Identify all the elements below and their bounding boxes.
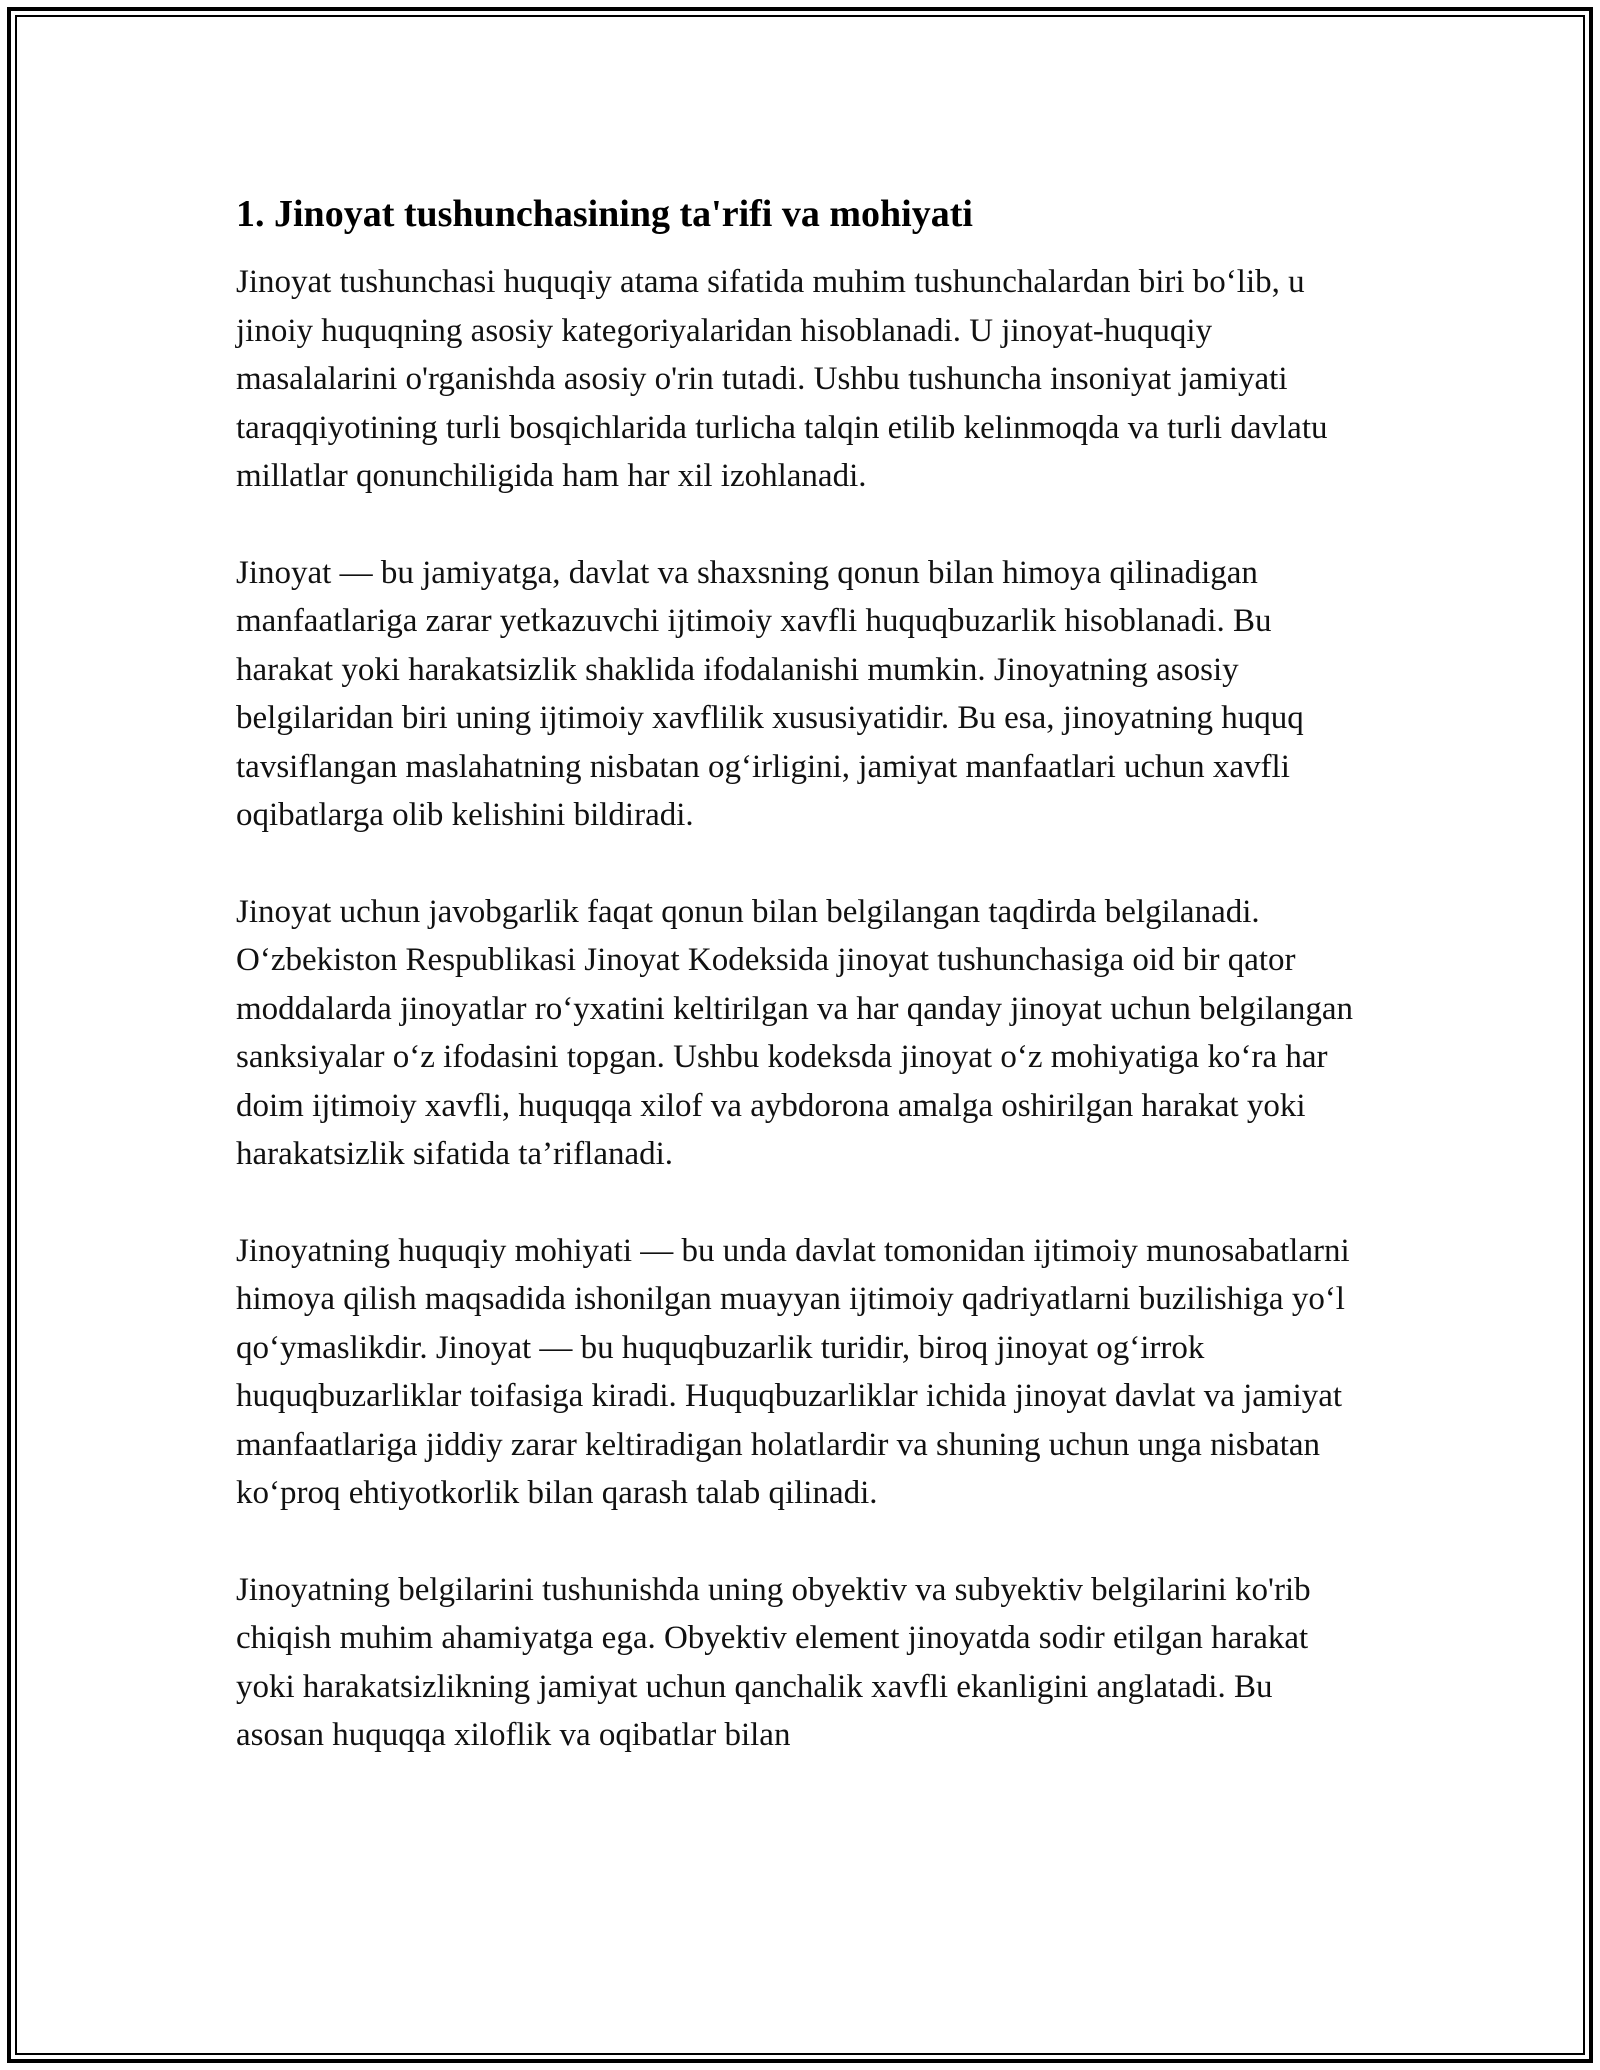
paragraph-5: Jinoyatning belgilarini tushunishda uning obyektiv va subyektiv belgilarini ko'rib chiqish muhim ahamiyatga ega. Obyektiv element jinoyatda sodir etilgan harakat yoki harakatsizlikning jamiyat uchun qanchalik xavfli ekanligini anglatadi. Bu asosan huquqqa xiloflik va oqibatlar bilan [236,1571,1311,1753]
section-heading: 1. Jinoyat tushunchasining ta'rifi va mohiyati [236,193,973,235]
paragraph-4: Jinoyatning huquqiy mohiyati — bu unda davlat tomonidan ijtimoiy munosabatlarni himoya qilish maqsadida ishonilgan muayyan ijtimoiy qadriyatlarni buzilishiga yo‘l qo‘ymaslikdir. Jinoyat — bu huquqbuzarlik turidir, biroq jinoyat og‘irrok huquqbuzarliklar toifasiga kiradi. Huquqbuzarliklar ichida jinoyat davlat va jamiyat manfaatlariga jiddiy zarar keltiradigan holatlardir va shuning uchun unga nisbatan ko‘proq ehtiyotkorlik bilan qarash talab qilinadi. [236,1232,1350,1511]
paragraph-3: Jinoyat uchun javobgarlik faqat qonun bilan belgilangan taqdirda belgilanadi. O‘zbekiston Respublikasi Jinoyat Kodeksida jinoyat tushunchasiga oid bir qator moddalarda jinoyatlar ro‘yxatini keltirilgan va har qanday jinoyat uchun belgilangan sanksiyalar o‘z ifodasini topgan. Ushbu kodeksda jinoyat o‘z mohiyatiga ko‘ra har doim ijtimoiy xavfli, huquqqa xilof va aybdorona amalga oshirilgan harakat yoki harakatsizlik sifatida ta’riflanadi. [236,893,1354,1172]
paragraph-2: Jinoyat — bu jamiyatga, davlat va shaxsning qonun bilan himoya qilinadigan manfaatlariga zarar yetkazuvchi ijtimoiy xavfli huquqbuzarlik hisoblanadi. Bu harakat yoki harakatsizlik shaklida ifodalanishi mumkin. Jinoyatning asosiy belgilaridan biri uning ijtimoiy xavflilik xususiyatidir. Bu esa, jinoyatning huquq tavsiflangan maslahatning nisbatan og‘irligini, jamiyat manfaatlari uchun xavfli oqibatlarga olib kelishini bildiradi. [236,554,1304,833]
paragraph-1: Jinoyat tushunchasi huquqiy atama sifatida muhim tushunchalardan biri bo‘lib, u jinoiy huquqning asosiy kategoriyalaridan hisoblanadi. U jinoyat-huquqiy masalalarini o'rganishda asosiy o'rin tutadi. Ushbu tushuncha insoniyat jamiyati taraqqiyotining turli bosqichlarida turlicha talqin etilib kelinmoqda va turli davlatu millatlar qonunchiligida ham har xil izohlanadi. [236,264,1328,494]
document-body [236,184,1366,1808]
